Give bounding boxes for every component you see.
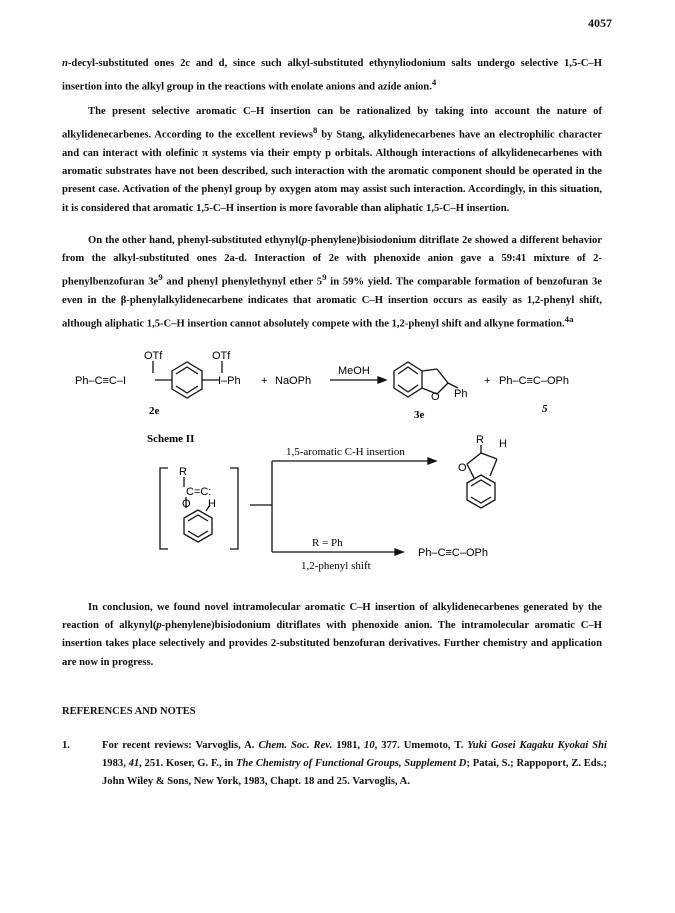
paragraph-continuation: n-decyl-substituted ones 2c and d, since such alkyl-substituted ethynyliodonium salts undergo selective 1,5-C–H insertion into the alkyl group in the reactions with enolate anions and azide anion.$^4$ [62, 58, 602, 93]
reference-number: 1. [62, 740, 70, 751]
references-heading: REFERENCES AND NOTES [62, 706, 196, 717]
compound-label-3e: 3e [414, 409, 425, 421]
reactant-right-text: I–Ph [218, 375, 241, 387]
reaction-scheme [0, 345, 675, 595]
alkyne-product: Ph–C≡C–OPh [418, 547, 489, 559]
solvent-label: MeOH [338, 365, 370, 377]
paragraph-conclusion: In conclusion, we found novel intramolecular aromatic C–H insertion of alkylidenecarbenes generated by the reaction of alkynyl(p-phenylene)bisiodonium ditriflates with phenoxide anion. The intramolecular aromatic C–H insertion takes place selectively and provides 2-substituted benzofuran derivatives. Further chemistry and application are now in progress. [62, 602, 602, 668]
intermediate-oxygen: O [182, 498, 191, 510]
right-bracket [230, 468, 238, 549]
path-insertion-label: 1,5-aromatic C-H insertion [286, 446, 405, 458]
ether-product: Ph–C≡C–OPh [499, 375, 570, 387]
left-bracket [160, 468, 168, 549]
plus-sign: + [261, 375, 268, 387]
sodium-phenoxide: NaOPh [275, 375, 312, 387]
paragraph-phenyl-substituted: On the other hand, phenyl-substituted ethynyl(p-phenylene)bisiodonium ditriflate 2e showed a different behavior from the alkyl-substituted ones 2a-d. Interaction of 2e with phenoxide anion gave a 59:41 mixture of 2-phenylbenzofuran $3e^9$ and phenyl phenylethynyl ether $5^9$ in 59% yield. The comparable formation of benzofuran 3e even in the β-phenylalkylidenecarbene indicates that aromatic C–H insertion occurs as easily as 1,2-phenyl shift, although aliphatic 1,5-C–H insertion cannot absolutely compete with the 1,2-phenyl shift and alkyne formation.$^{4a}$ [62, 235, 602, 330]
path-phenyl-label: R = Ph [312, 537, 343, 549]
compound-label-5: 5 [542, 403, 548, 415]
reference-item [62, 737, 607, 792]
benzofuran-phenyl: Ph [454, 388, 468, 400]
scheme-drawing [0, 345, 675, 595]
scheme-title: Scheme II [147, 433, 195, 445]
intermediate-h: H [208, 498, 216, 510]
intermediate-r: R [179, 466, 187, 478]
path-phenyl-sublabel: 1,2-phenyl shift [301, 560, 371, 572]
page-number: 4057 [588, 16, 612, 30]
otf-label-right: OTf [212, 350, 231, 362]
product-oxygen: O [458, 462, 467, 474]
product-r: R [476, 434, 484, 446]
compound-label-2e: 2e [149, 405, 160, 417]
benzofuran-oxygen: O [431, 391, 440, 403]
otf-label-left: OTf [144, 350, 163, 362]
reactant-left-text: Ph–C≡C–I [75, 375, 127, 387]
reference-text: For recent reviews: Varvoglis, A. Chem. Soc. Rev. 1981, 10, 377. Umemoto, T. Yuki Gosei Kagaku Kyokai Shi 1983, 41, 251. Koser, G. F., in The Chemistry of Functional Groups, Supplement D; Patai, S.; Rappoport, Z. Eds.; John Wiley & Sons, New York, 1983, Chapt. 18 and 25. Varvoglis, A. [102, 740, 607, 788]
plus-sign-2: + [484, 375, 491, 387]
paragraph-rationale: The present selective aromatic C–H insertion can be rationalized by taking into account the nature of alkylidenecarbenes. According to the excellent reviews$^8$ by Stang, alkylidenecarbenes have an electrophilic character and can interact with olefinic π systems via their empty p orbitals. Although interactions of alkylidenecarbenes with aromatic substrates have not been described, such interaction with the aromatic component should be operated in the present case. Activation of the phenyl group by oxygen atom may assist such interaction. Accordingly, in this situation, it is considered that aromatic 1,5-C–H insertion is more favorable than aliphatic 1,5-C–H insertion. [62, 106, 602, 214]
intermediate-carbene: C=C: [186, 486, 212, 498]
product-h: H [499, 438, 507, 450]
